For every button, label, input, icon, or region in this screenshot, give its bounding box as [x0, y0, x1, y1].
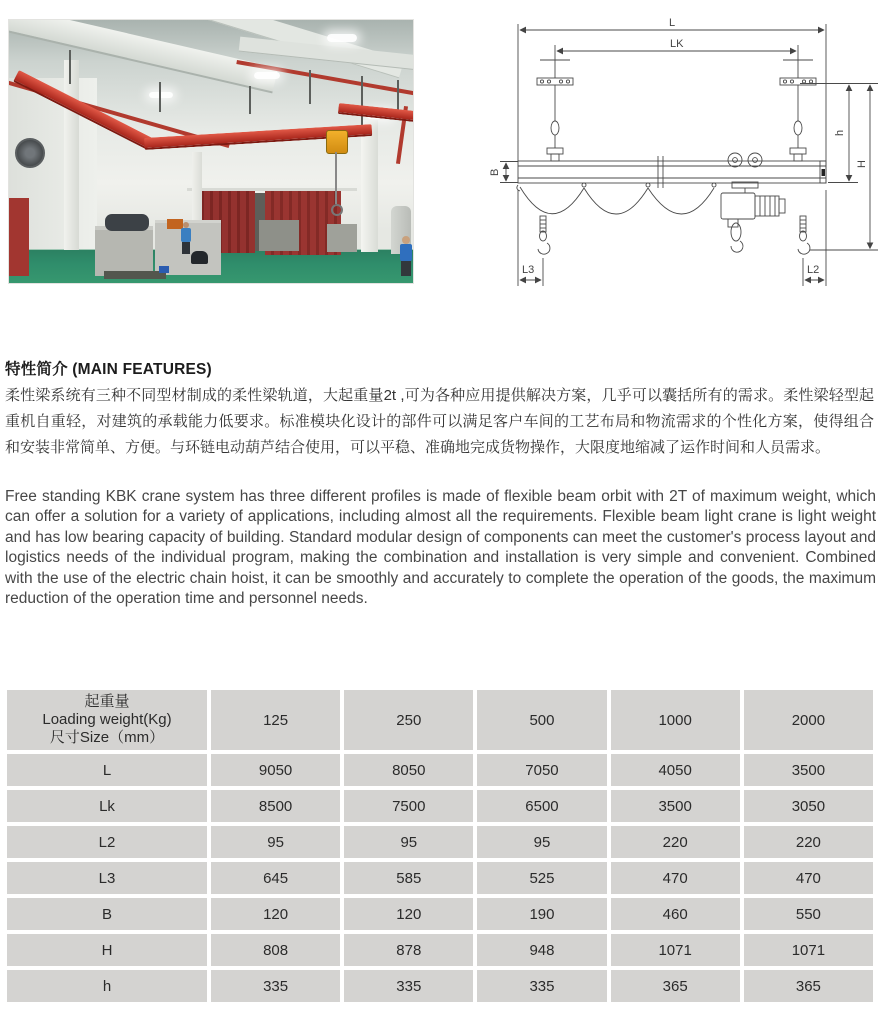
machine [259, 220, 299, 251]
spec-cell: 190 [477, 898, 606, 930]
spec-cell: 8050 [344, 754, 473, 786]
spec-cell: 808 [211, 934, 340, 966]
spec-cell: 6500 [477, 790, 606, 822]
spec-row-h [7, 970, 873, 1002]
spec-cell: 120 [211, 898, 340, 930]
spec-cell: 460 [611, 898, 740, 930]
spec-cell: 470 [744, 862, 873, 894]
features-paragraph-english: Free standing KBK crane system has three different profiles is made of flexible beam orbit with 2T of maximum weight, which can offer a solution for a variety of applications, including almost all the requirements. Flexible beam light crane is light weight and has low bearing capacity of building. Standard modular design of components can meet the customer's process layout and logistics needs of the individual program, making the combination and installation is very simple and convenient. Combined with the use of the electric chain hoist, it can be smoothly and accurately to complete the operation of the goods, the maximum reduction of the operation time and personnel needs. [5, 488, 876, 608]
spec-row-Lk [7, 790, 873, 822]
ceiling-light [149, 92, 173, 98]
spec-row-label: H [7, 934, 207, 966]
column [64, 60, 79, 250]
spec-row-L2 [7, 826, 873, 858]
spec-cell: 220 [744, 826, 873, 858]
worker [402, 236, 410, 244]
pallet [104, 271, 166, 279]
wall-fan-icon [15, 138, 45, 168]
machine-part [105, 214, 149, 231]
features-paragraph-chinese: 柔性梁系统有三种不同型材制成的柔性梁轨道，大起重量2t ,可为各种应用提供解决方案，几乎可以囊括所有的需求。柔性梁轻型起重机自重轻，对建筑的承载能力低要求。标准模块化设计的部件可以满足客户车间的工艺布局和物流需求的个性化方案，使得组合和安装非常简单、方便。与环链电动葫芦结合使用，可以平稳、准确地完成货物操作，大限度地缩减了运作时间和人员需求。 [5, 387, 874, 456]
spec-row-label: L [7, 754, 207, 786]
spec-cell: 3050 [744, 790, 873, 822]
spec-col-header: 2000 [744, 690, 873, 750]
spec-cell: 7050 [477, 754, 606, 786]
ceiling-light [327, 34, 357, 42]
spec-row-label: B [7, 898, 207, 930]
worker [181, 228, 191, 242]
spec-row-L [7, 754, 873, 786]
spec-row-H [7, 934, 873, 966]
header-loading-weight-en: Loading weight(Kg) [42, 711, 172, 728]
spec-col-header: 125 [211, 690, 340, 750]
spec-row-L3 [7, 862, 873, 894]
crate [159, 266, 169, 273]
dimension-B-label: B [489, 168, 501, 176]
dimension-L3-label: L3 [522, 264, 535, 276]
spec-col-header: 250 [344, 690, 473, 750]
dimension-H-label: H [856, 160, 868, 168]
spec-cell: 878 [344, 934, 473, 966]
spec-header-title-cell [7, 690, 207, 750]
spec-cell: 3500 [744, 754, 873, 786]
spec-col-header: 500 [477, 690, 606, 750]
spec-cell: 3500 [611, 790, 740, 822]
worker [401, 261, 411, 276]
section-heading: 特性简介 (MAIN FEATURES) [5, 361, 212, 378]
spec-cell: 335 [344, 970, 473, 1002]
spec-cell: 645 [211, 862, 340, 894]
dimension-L2-label: L2 [807, 264, 820, 276]
spec-cell: 7500 [344, 790, 473, 822]
suspension-rod [69, 50, 71, 84]
dimension-LK-label: LK [670, 38, 684, 50]
worker [400, 244, 412, 261]
spec-row-label: h [7, 970, 207, 1002]
header-size-unit: 尺寸Size（mm） [49, 729, 165, 746]
spec-cell: 1071 [611, 934, 740, 966]
crane-dimension-diagram [488, 10, 880, 292]
spec-cell: 585 [344, 862, 473, 894]
spec-row-label: L3 [7, 862, 207, 894]
hoist-chain [335, 152, 337, 204]
worker-crouching [191, 251, 208, 264]
spec-cell: 95 [211, 826, 340, 858]
machine [327, 224, 357, 252]
spec-cell: 220 [611, 826, 740, 858]
spec-cell: 365 [611, 970, 740, 1002]
workshop-photo [8, 19, 414, 284]
spec-row-label: Lk [7, 790, 207, 822]
spec-cell: 470 [611, 862, 740, 894]
column [361, 120, 378, 252]
spec-cell: 120 [344, 898, 473, 930]
red-cabinet [9, 198, 29, 276]
spec-cell: 8500 [211, 790, 340, 822]
suspension-rod [397, 80, 399, 110]
hoist-hook [331, 204, 343, 216]
suspension-rod [309, 70, 311, 104]
spec-row-B [7, 898, 873, 930]
suspension-rod [159, 82, 161, 112]
ceiling-light [254, 72, 280, 79]
dimension-L-label: L [669, 17, 676, 29]
spec-table [3, 686, 877, 1006]
header-loading-weight-cn: 起重量 [84, 693, 130, 710]
chain-hoist [326, 130, 348, 154]
spec-cell: 1071 [744, 934, 873, 966]
spec-cell: 9050 [211, 754, 340, 786]
suspension-rod [249, 86, 251, 114]
spec-col-header: 1000 [611, 690, 740, 750]
spec-cell: 335 [211, 970, 340, 1002]
workbench [95, 226, 153, 276]
spec-cell: 948 [477, 934, 606, 966]
machine-part [167, 219, 183, 229]
spec-cell: 95 [344, 826, 473, 858]
spec-row-label: L2 [7, 826, 207, 858]
spec-cell: 95 [477, 826, 606, 858]
worker [182, 242, 190, 254]
spec-cell: 335 [477, 970, 606, 1002]
dimension-h-label: h [834, 129, 846, 136]
spec-cell: 4050 [611, 754, 740, 786]
spec-cell: 550 [744, 898, 873, 930]
spec-cell: 525 [477, 862, 606, 894]
spec-cell: 365 [744, 970, 873, 1002]
spec-header-row [7, 690, 873, 750]
